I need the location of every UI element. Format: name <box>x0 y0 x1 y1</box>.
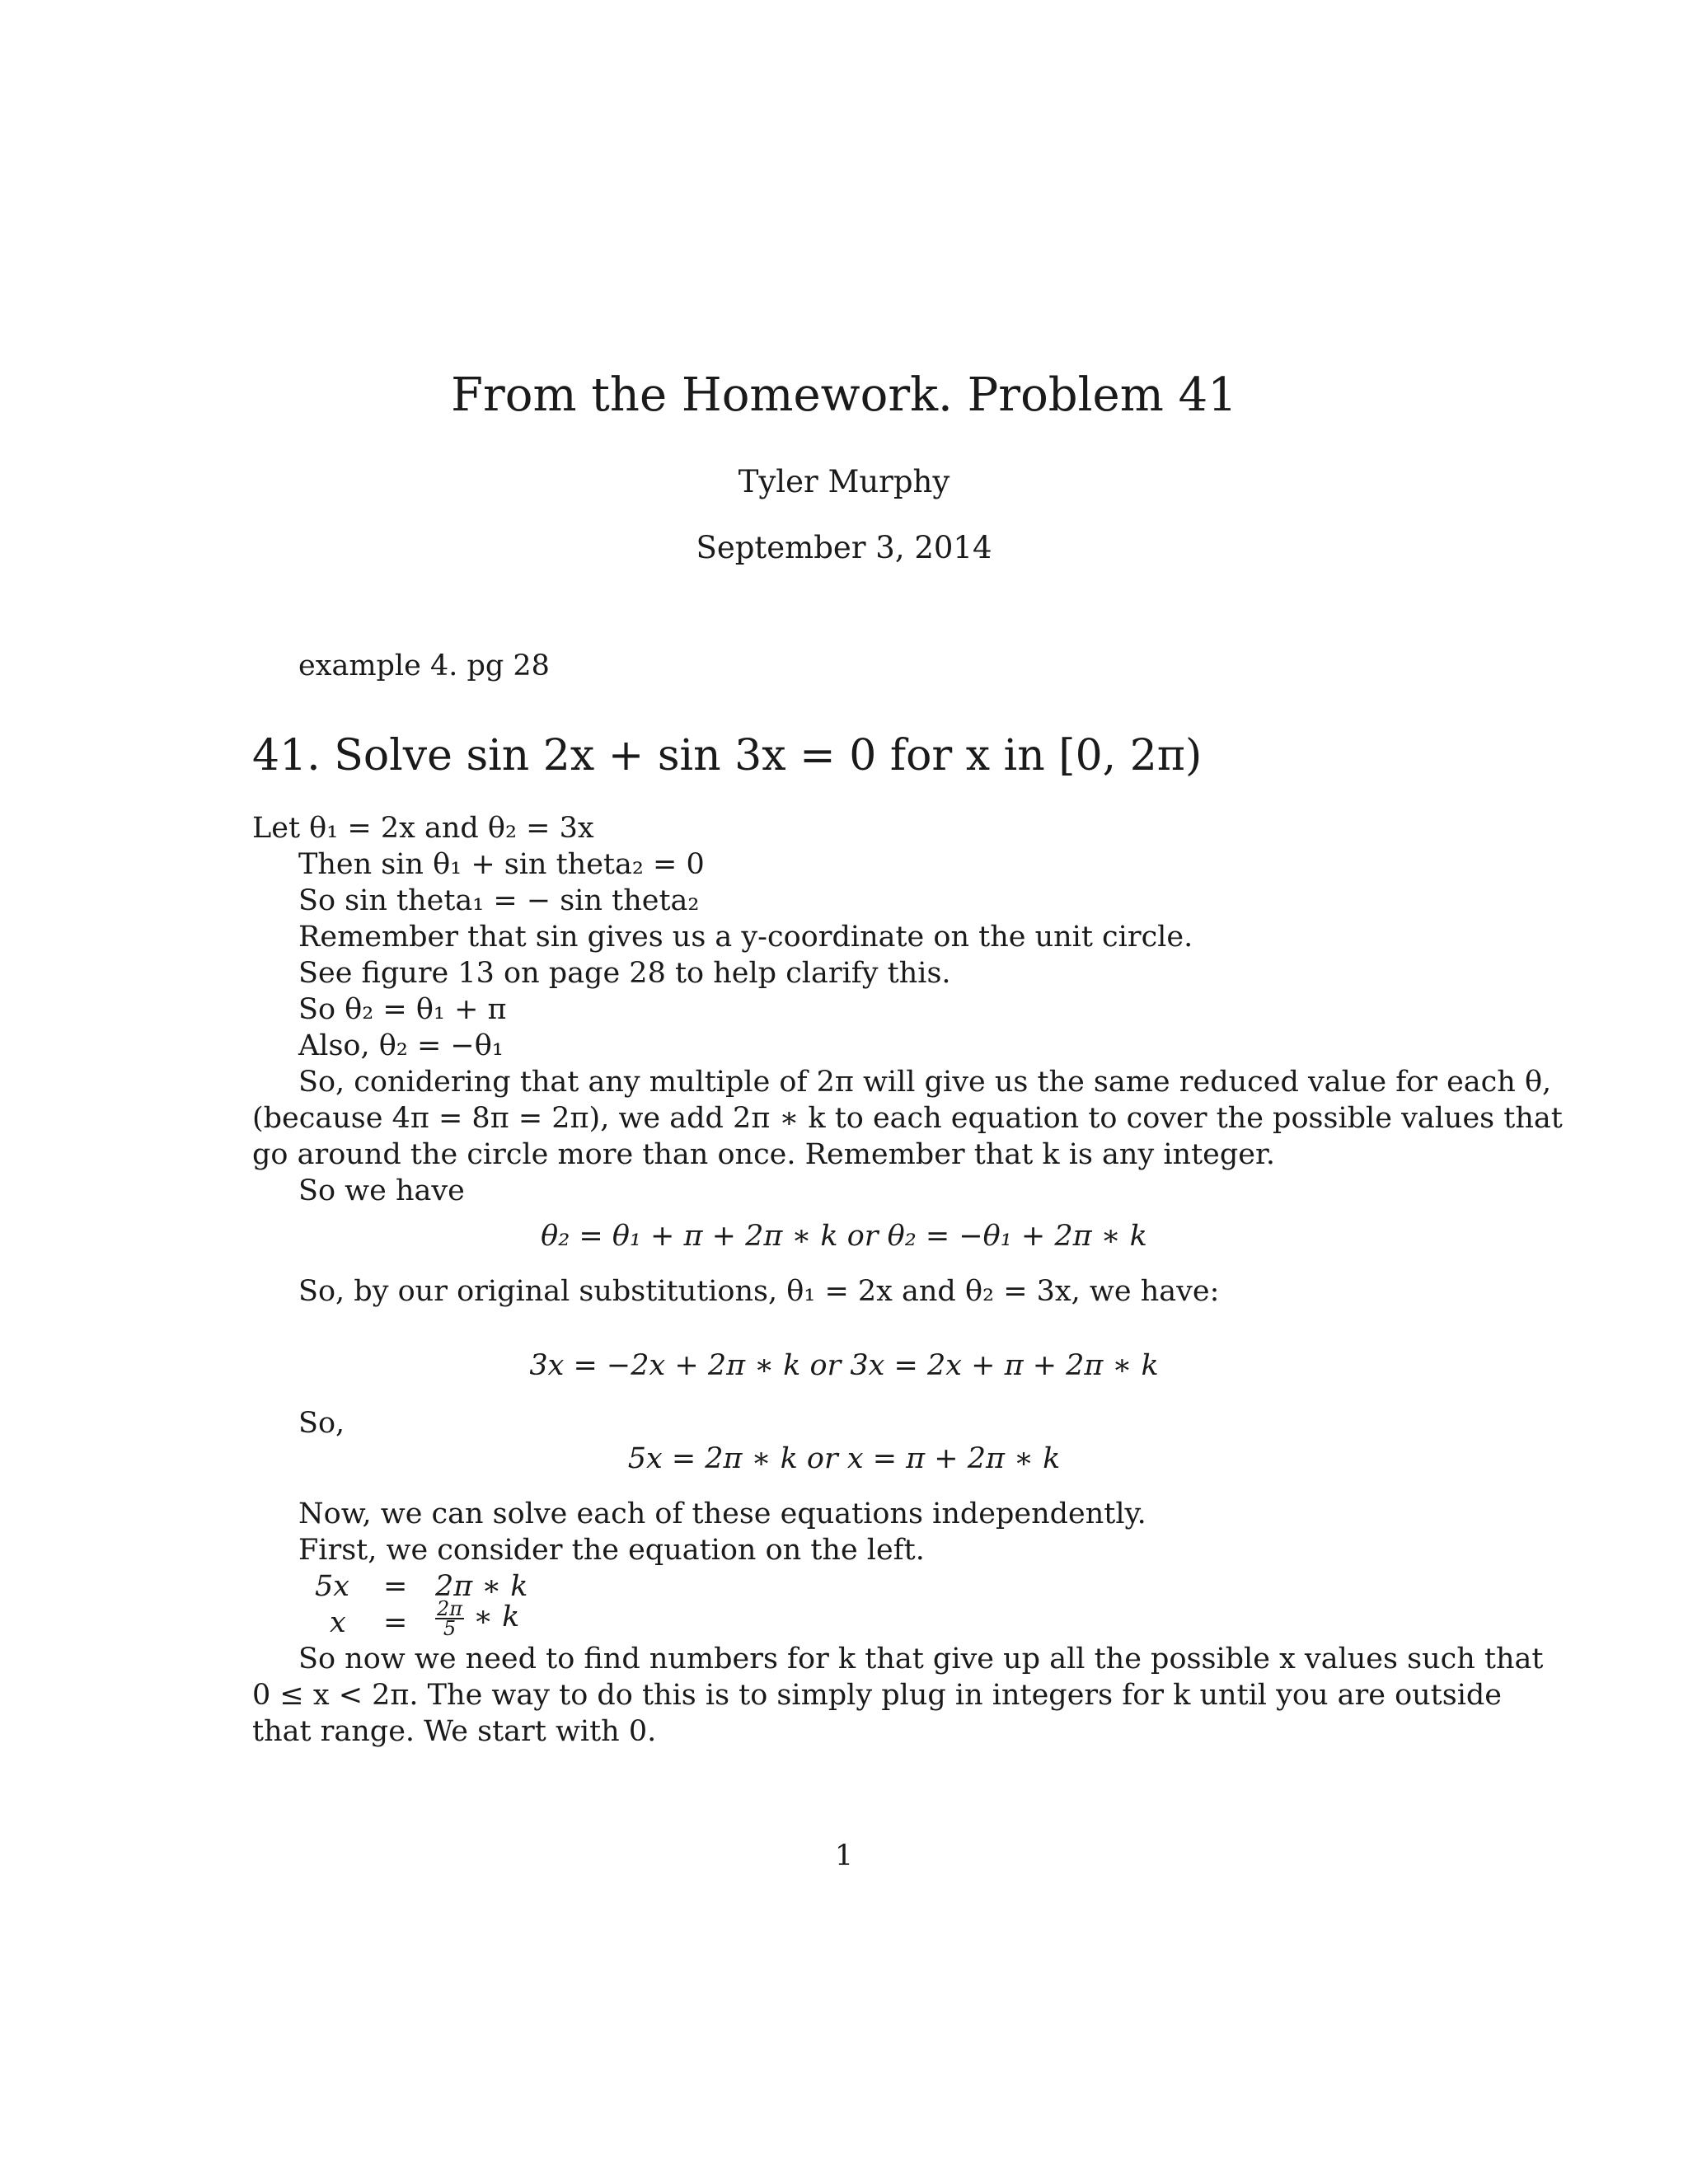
body-line-13: So, <box>298 1407 345 1440</box>
body-line-8: So, conidering that any multiple of 2π will give us the same reduced value for each θ, <box>298 1066 1552 1099</box>
fraction-numerator: 2π <box>437 1596 463 1620</box>
body-line-7: Also, θ₂ = −θ₁ <box>298 1029 504 1062</box>
body-line-12: So, by our original substitutions, θ₁ = 2x and θ₂ = 3x, we have: <box>298 1275 1220 1308</box>
body-line-4: Remember that sin gives us a y-coordinate on the unit circle. <box>298 921 1193 954</box>
author-name: Tyler Murphy <box>738 464 950 499</box>
align-row-1-equals: = <box>383 1570 408 1603</box>
fraction <box>435 1596 464 1640</box>
body-line-17: 0 ≤ x < 2π. The way to do this is to simply plug in integers for k until you are outside <box>252 1679 1503 1712</box>
align-row-2-rest: ∗ k <box>473 1601 520 1633</box>
equation-2: 3x = −2x + 2π ∗ k or 3x = 2x + π + 2π ∗ k <box>529 1349 1159 1382</box>
equation-1: θ₂ = θ₁ + π + 2π ∗ k or θ₂ = −θ₁ + 2π ∗ k <box>541 1220 1147 1253</box>
body-line-1: Let θ₁ = 2x and θ₂ = 3x <box>252 812 594 845</box>
body-line-10: go around the circle more than once. Remember that k is any integer. <box>252 1138 1275 1171</box>
intro-text: example 4. pg 28 <box>298 649 550 682</box>
body-line-2: Then sin θ₁ + sin theta₂ = 0 <box>298 848 705 881</box>
align-row-1-lhs: 5x <box>315 1570 350 1603</box>
align-row-2-lhs: x <box>330 1606 346 1639</box>
body-line-5: See figure 13 on page 28 to help clarify this. <box>298 957 951 990</box>
body-line-16: So now we need to find numbers for k that give up all the possible x values such that <box>298 1643 1544 1675</box>
section-heading: 41. Solve sin 2x + sin 3x = 0 for x in [0, 2π) <box>252 731 1203 780</box>
fraction-denominator: 5 <box>443 1616 457 1640</box>
body-line-9: (because 4π = 8π = 2π), we add 2π ∗ k to each equation to cover the possible values that <box>252 1102 1563 1135</box>
align-row-1-rhs: 2π ∗ k <box>435 1570 528 1603</box>
body-line-3: So sin theta₁ = − sin theta₂ <box>298 884 700 917</box>
body-line-14: Now, we can solve each of these equations independently. <box>298 1497 1146 1530</box>
align-row-2-equals: = <box>383 1606 408 1639</box>
body-line-11: So we have <box>298 1174 465 1207</box>
align-row-2-rhs <box>435 1596 520 1640</box>
body-line-6: So θ₂ = θ₁ + π <box>298 993 507 1026</box>
document-title: From the Homework. Problem 41 <box>451 368 1237 422</box>
page-number: 1 <box>834 1840 854 1872</box>
document-date: September 3, 2014 <box>696 530 992 565</box>
body-line-15: First, we consider the equation on the left. <box>298 1534 925 1567</box>
equation-3: 5x = 2π ∗ k or x = π + 2π ∗ k <box>627 1442 1061 1475</box>
body-line-18: that range. We start with 0. <box>252 1715 657 1748</box>
